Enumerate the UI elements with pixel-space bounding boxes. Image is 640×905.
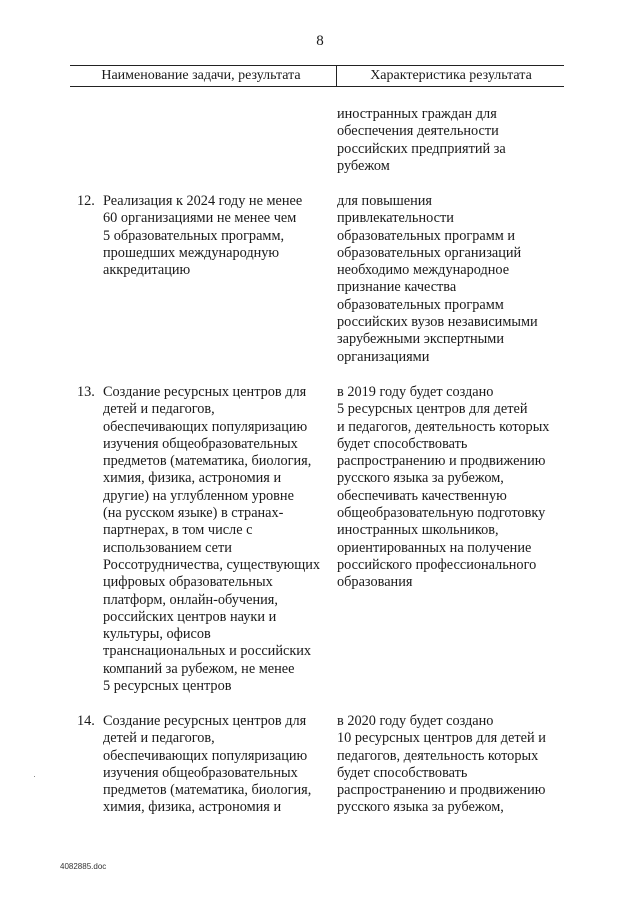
result-text: в 2020 году будет создано 10 ресурсных центров для детей и педагогов, деятельность которых будет способствовать распространению и продвижению русского языка за рубежом, bbox=[337, 713, 546, 816]
table-header bbox=[70, 67, 564, 85]
row-number: 13. bbox=[77, 384, 95, 400]
task-text: Создание ресурсных центров для детей и педагогов, обеспечивающих популяризацию изучения общеобразовательных предметов (математика, биология, химия, физика, астрономия и другие) на углубленном уровне (на русском языке) в странах- партнерах, в том числе с использованием сети Россотрудничества, существующих цифровых образовательных платформ, онлайн-обучения, российских центров науки и культуры, офисов транснациональных и российских компаний за рубежом, не менее 5 ресурсных центров bbox=[103, 384, 321, 695]
file-name-footer: 4082885.doc bbox=[60, 862, 107, 871]
margin-mark bbox=[34, 776, 35, 777]
result-text: в 2019 году будет создано 5 ресурсных центров для детей и педагогов, деятельность которых будет способствовать распространению и продвижению русского языка за рубежом, обеспечивать качественную общеобразовательную подготовку иностранных школьников, ориентированных на получение российского профессионального образования bbox=[337, 384, 550, 591]
column-header-result: Характеристика результата bbox=[370, 68, 532, 83]
task-text: Создание ресурсных центров для детей и педагогов, обеспечивающих популяризацию изучения общеобразовательных предметов (математика, биология, химия, физика, астрономия и bbox=[103, 713, 312, 816]
table-header-bottom-rule bbox=[70, 86, 564, 87]
row-number: 12. bbox=[77, 193, 95, 209]
page-number: 8 bbox=[316, 33, 324, 49]
task-text: Реализация к 2024 году не менее 60 организациями не менее чем 5 образовательных программ, прошедших международную аккредитацию bbox=[103, 193, 303, 279]
result-text: для повышения привлекательности образовательных программ и образовательных организаций необходимо международное признание качества образовательных программ российских вузов независимыми зарубежными экспертными организациями bbox=[337, 193, 538, 365]
column-header-divider bbox=[336, 65, 337, 87]
column-header-task: Наименование задачи, результата bbox=[101, 68, 301, 83]
table-header-top-rule bbox=[70, 65, 564, 66]
row-number: 14. bbox=[77, 713, 95, 729]
continuation-result-text: иностранных граждан для обеспечения деятельности российских предприятий за рубежом bbox=[337, 106, 506, 174]
